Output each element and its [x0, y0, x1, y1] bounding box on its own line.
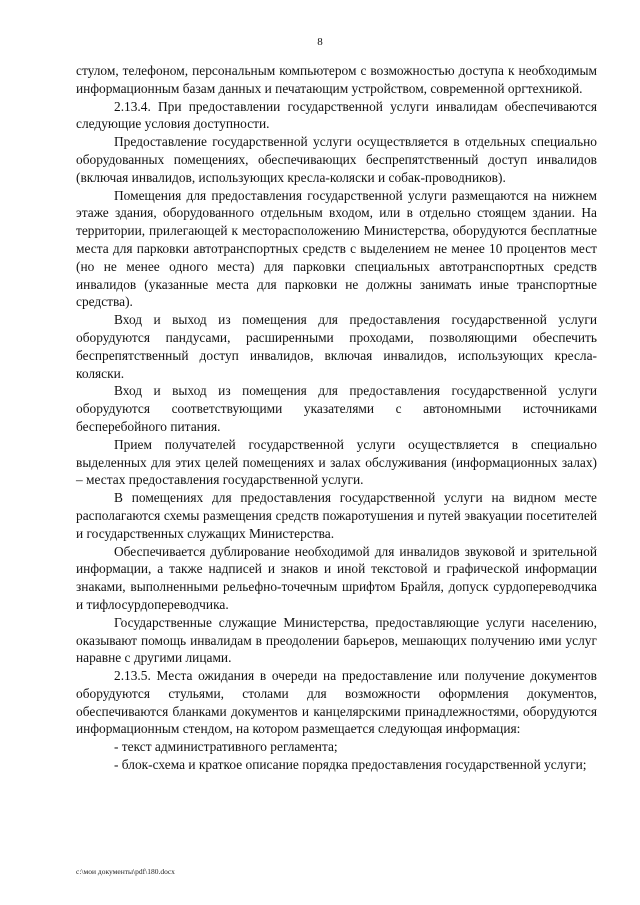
paragraph-evacuation: В помещениях для предоставления государственной услуги на видном месте располагаются схемы размещения средств пожаротушения и путей эвакуации посетителей и государственных служащих Министерства.: [76, 490, 597, 541]
list-item-flowchart: - блок-схема и краткое описание порядка предоставления государственной услуги;: [114, 757, 587, 773]
document-body: [76, 62, 597, 774]
list-item-regulation-text: - текст административного регламента;: [114, 739, 338, 755]
paragraph-signs: Вход и выход из помещения для предоставления государственной услуги оборудуются соответствующими указателями с автономными источниками бесперебойного питания.: [76, 383, 597, 434]
paragraph-parking: Помещения для предоставления государственной услуги размещаются на нижнем этаже здания, оборудованного отдельным входом, или в отдельно стоящем здании. На территории, прилегающей к месторасположению Министерства, оборудуются бесплатные места для парковки автотранспортных средств с выделением не менее 10 процентов мест (но не менее одного места) для парковки специальных автотранспортных средств инвалидов (указанные места для парковки не должны занимать иные транспортные средства).: [76, 187, 597, 310]
paragraph-continuation: стулом, телефоном, персональным компьютером с возможностью доступа к необходимым информационным базам данных и печатающим устройством, современной оргтехникой.: [76, 63, 597, 96]
paragraph-assistance: Государственные служащие Министерства, предоставляющие услуги населению, оказывают помощь инвалидам в преодолении барьеров, мешающих получению ими услуг наравне с другими лицами.: [76, 614, 597, 666]
footer-file-path: c:\мои документы\pdf\180.docx: [76, 867, 175, 876]
paragraph-ramps: Вход и выход из помещения для предоставления государственной услуги оборудуются пандусами, расширенными проходами, позволяющими обеспечить беспрепятственный доступ инвалидов, включая инвалидов, использующих кресла-коляски.: [76, 312, 597, 381]
paragraph-premises: Предоставление государственной услуги осуществляется в отдельных специально оборудованных помещениях, обеспечивающих беспрепятственный доступ инвалидов (включая инвалидов, использующих кресла-коляски и собак-проводников).: [76, 134, 597, 185]
paragraph-reception: Прием получателей государственной услуги осуществляется в специально выделенных для этих целей помещениях и залах обслуживания (информационных залах) – местах предоставления государственной услуги.: [76, 436, 597, 488]
paragraph-2-13-5: 2.13.5. Места ожидания в очереди на предоставление или получение документов оборудуются стульями, столами для возможности оформления документов, обеспечиваются бланками документов и канцелярскими принадлежностями, оборудуются информационным стендом, на котором размещается следующая информация:: [76, 668, 597, 737]
paragraph-2-13-4: 2.13.4. При предоставлении государственной услуги инвалидам обеспечиваются следующие условия доступности.: [76, 98, 597, 132]
paragraph-braille: Обеспечивается дублирование необходимой для инвалидов звуковой и зрительной информации, а также надписей и знаков и иной текстовой и графической информации знаками, выполненными рельефно-точечным шрифтом Брайля, допуск сурдопереводчика и тифлосурдопереводчика.: [76, 543, 597, 612]
page-number: 8: [317, 36, 323, 48]
